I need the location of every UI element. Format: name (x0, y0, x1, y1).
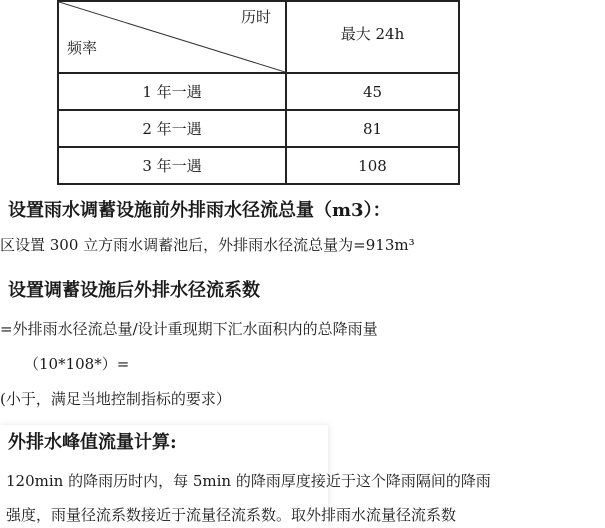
freq-cell: 1 年一遇 (58, 73, 286, 110)
table-header-diagonal-cell (58, 1, 286, 73)
header-frequency: 频率 (67, 39, 98, 57)
value-cell: 81 (286, 110, 459, 147)
header-max-24h-cell (286, 1, 459, 73)
header-duration: 历时 (240, 8, 271, 26)
table-row (58, 73, 459, 110)
section3-line2: 强度，雨量径流系数接近于流量径流系数。取外排雨水流量径流系数 (6, 506, 457, 524)
table-row (58, 110, 459, 147)
header-max-24h: 最大 24h (340, 24, 405, 43)
freq-cell: 2 年一遇 (58, 110, 286, 147)
section2-line1: =外排雨水径流总量/设计重现期下汇水面积内的总降雨量 (0, 320, 378, 338)
freq-cell: 3 年一遇 (58, 147, 286, 184)
value-cell: 45 (286, 73, 459, 110)
value-cell: 108 (286, 147, 459, 184)
section1-heading: 设置雨水调蓄设施前外排雨水径流总量（m3）： (8, 200, 391, 221)
section1-text: 区设置 300 立方雨水调蓄池后，外排雨水径流总量为=913m³ (0, 236, 415, 254)
rainfall-frequency-table (57, 0, 460, 185)
section3-heading: 外排水峰值流量计算: (8, 432, 177, 453)
section2-line2: （10*108*）= (24, 355, 130, 373)
section2-heading: 设置调蓄设施后外排水径流系数 (8, 280, 260, 301)
section3-line1: 120min 的降雨历时内，每 5min 的降雨厚度接近于这个降雨隔间的降雨 (6, 472, 491, 490)
table-row (58, 147, 459, 184)
section2-line3: (小于，满足当地控制指标的要求） (0, 390, 231, 408)
